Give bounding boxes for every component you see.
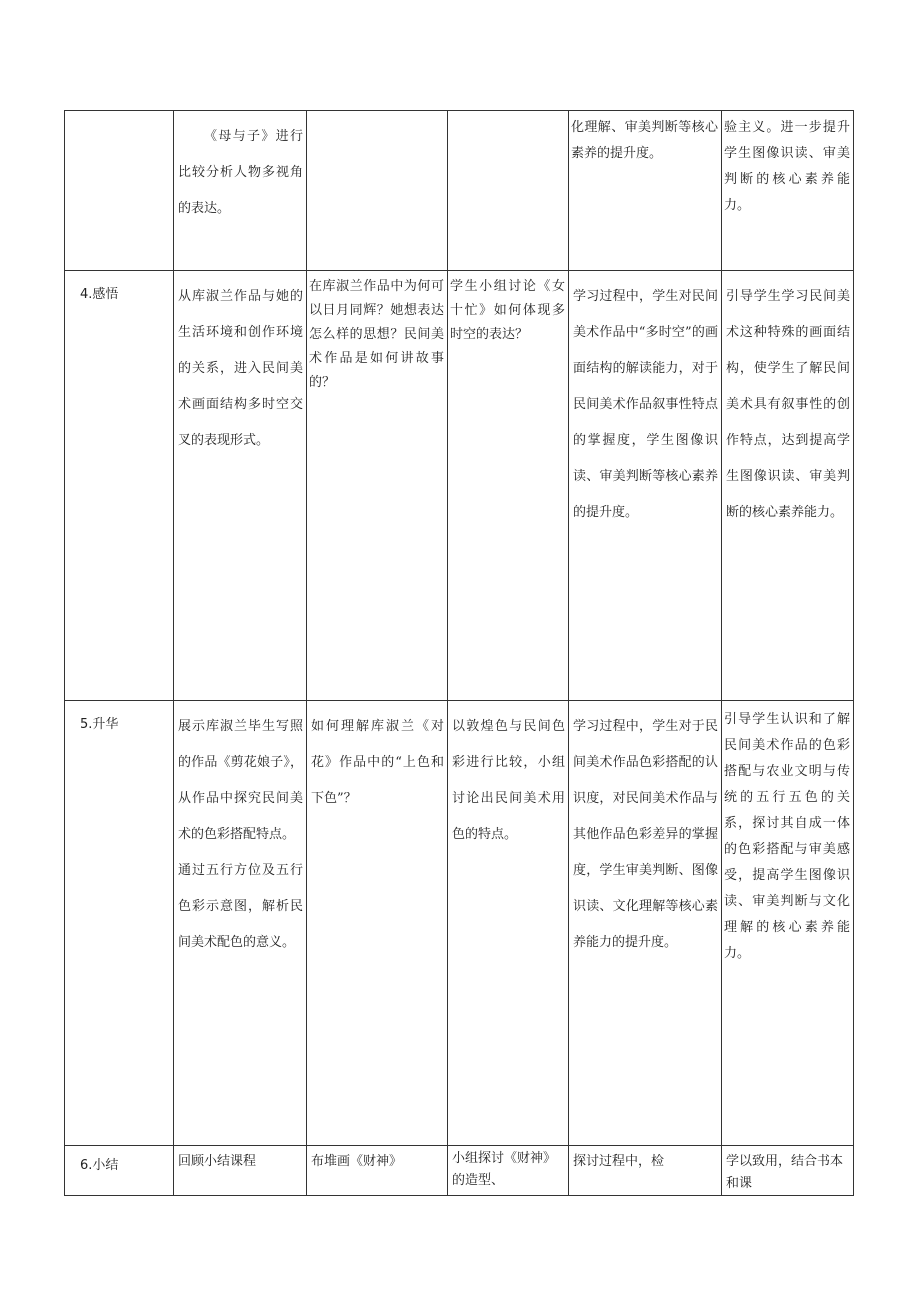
table-row xyxy=(65,271,854,701)
intent-cell: 验主义。进一步提升学生图像识读、审美判断的核心素养能力。 xyxy=(722,111,854,271)
question-cell xyxy=(307,111,448,271)
stage-cell: 6.小结 xyxy=(65,1146,174,1196)
content-paragraph: 通过五行方位及五行色彩示意图，解析民间美术配色的意义。 xyxy=(178,863,303,950)
activity-cell: 学生小组讨论《女十忙》如何体现多时空的表达？ xyxy=(448,271,569,701)
evaluation-cell: 学习过程中，学生对于民间美术作品色彩搭配的认识度，对民间美术作品与其他作品色彩差异的掌握度，学生审美判断、图像识读、文化理解等核心素养能力的提升度。 xyxy=(569,701,722,1146)
question-cell: 布堆画《财神》 xyxy=(307,1146,448,1196)
content-cell: 《母与子》进行比较分析人物多视角的表达。 xyxy=(174,111,307,271)
lesson-plan-table xyxy=(64,110,854,1196)
table-row xyxy=(65,111,854,271)
intent-cell: 引导学生学习民间美术这种特殊的画面结构，使学生了解民间美术具有叙事性的创作特点，达到提高学生图像识读、审美判断的核心素养能力。 xyxy=(722,271,854,701)
content-cell: 回顾小结课程 xyxy=(174,1146,307,1196)
content-cell xyxy=(174,701,307,1146)
evaluation-cell: 化理解、审美判断等核心素养的提升度。 xyxy=(569,111,722,271)
question-cell: 如何理解库淑兰《对花》作品中的“上色和下色”？ xyxy=(307,701,448,1146)
intent-cell: 引导学生认识和了解民间美术作品的色彩搭配与农业文明与传统的五行五色的关系，探讨其自成一体的色彩搭配与审美感受，提高学生图像识读、审美判断与文化理解的核心素养能力。 xyxy=(722,701,854,1146)
content-cell: 从库淑兰作品与她的生活环境和创作环境的关系，进入民间美术画面结构多时空交叉的表现形式。 xyxy=(174,271,307,701)
activity-cell xyxy=(448,111,569,271)
content-paragraph: 展示库淑兰毕生写照的作品《剪花娘子》，从作品中探究民间美术的色彩搭配特点。 xyxy=(178,719,303,842)
table-row xyxy=(65,1146,854,1196)
question-cell: 在库淑兰作品中为何可以日月同辉？她想表达怎么样的思想？民间美术作品是如何讲故事的？ xyxy=(307,271,448,701)
table-row xyxy=(65,701,854,1146)
stage-cell: 4.感悟 xyxy=(65,271,174,701)
activity-cell: 以敦煌色与民间色彩进行比较，小组讨论出民间美术用色的特点。 xyxy=(448,701,569,1146)
evaluation-cell: 探讨过程中，检 xyxy=(569,1146,722,1196)
stage-cell xyxy=(65,111,174,271)
stage-cell: 5.升华 xyxy=(65,701,174,1146)
activity-cell: 小组探讨《财神》的造型、 xyxy=(448,1146,569,1196)
intent-cell: 学以致用，结合书本和课 xyxy=(722,1146,854,1196)
evaluation-cell: 学习过程中，学生对民间美术作品中“多时空”的画面结构的解读能力，对于民间美术作品叙事性特点的掌握度，学生图像识读、审美判断等核心素养的提升度。 xyxy=(569,271,722,701)
